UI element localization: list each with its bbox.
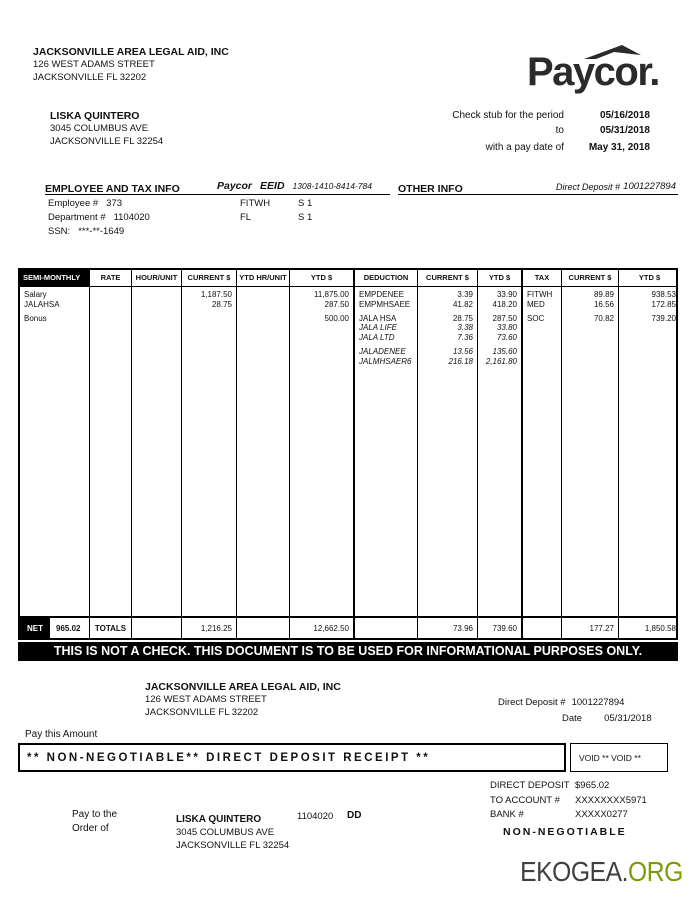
totals-deduction-name-cell	[355, 618, 418, 638]
employee-address2: JACKSONVILLE FL 32254	[50, 135, 164, 147]
deductions-current-cell: 28.75	[452, 313, 473, 323]
employee-number-label: Employee #	[48, 198, 99, 209]
totals-deductions-current: 73.96	[418, 618, 478, 638]
pay-date-label: with a pay date of	[485, 142, 564, 153]
taxes-name-column	[523, 287, 562, 616]
pay-table	[18, 268, 678, 640]
direct-deposit-amount: $965.02	[575, 780, 610, 791]
earnings-name-cell: JALAHSA	[24, 299, 60, 309]
bottom-dd-number: 1001227894	[571, 697, 625, 708]
pay-table-body	[20, 287, 676, 616]
ssn-label: SSN:	[48, 226, 71, 237]
period-end-date: 05/31/2018	[599, 125, 650, 136]
other-info-header	[398, 179, 678, 195]
deductions-ytd-column	[478, 287, 523, 616]
earnings-rate-cell	[90, 300, 131, 310]
taxes-name-cell: SOC	[527, 313, 545, 323]
earnings-hour_unit-cell	[132, 314, 181, 324]
col-header-deduction-ytd: YTD $	[478, 270, 523, 286]
earnings-current-cell	[182, 314, 232, 324]
earnings-name-cell: Salary	[24, 290, 47, 299]
deductions-name-cell: JALA LIFE	[359, 323, 397, 333]
department-number-value: 1104020	[113, 212, 150, 223]
paycor-logo-dot: .	[649, 50, 659, 94]
col-header-ytd: YTD $	[290, 270, 355, 286]
col-header-hour-unit: HOUR/UNIT	[132, 270, 182, 286]
earnings-current-cell: 1,187.50	[200, 290, 232, 299]
date-label: Date	[562, 713, 583, 724]
employee-info-rows	[48, 198, 150, 240]
taxes-ytd-cell: 172.85	[651, 299, 676, 309]
other-info-title: OTHER INFO	[398, 183, 463, 195]
paycor-logo-text: Paycor	[527, 50, 650, 94]
period-to-label: to	[555, 125, 564, 136]
bottom-date-row	[498, 713, 678, 729]
period-start-date: 05/16/2018	[599, 110, 650, 121]
employee-number-value: 373	[106, 198, 123, 209]
fitwh-code: FITWH	[240, 198, 271, 209]
ekogea-name: EKOGEA.	[520, 856, 629, 887]
direct-deposit-number: 1001227894	[623, 181, 676, 192]
earnings-rate-cell	[90, 314, 131, 324]
date-value: 05/31/2018	[604, 713, 652, 724]
bottom-dd-label: Direct Deposit #	[498, 697, 566, 708]
earnings-ytd_hr_unit-cell	[237, 300, 285, 310]
earnings-rate-cell	[90, 290, 131, 300]
totals-tax-name-cell	[523, 618, 562, 638]
employee-name: LISKA QUINTERO	[50, 110, 140, 122]
pay-this-amount-label: Pay this Amount	[25, 729, 98, 740]
employer-address2: JACKSONVILLE FL 32202	[33, 71, 147, 83]
pay-table-header	[20, 270, 676, 287]
payee-address1: 3045 COLUMBUS AVE	[176, 827, 275, 838]
earnings-name-column	[20, 287, 90, 616]
deductions-ytd-cell: 418.20	[492, 299, 517, 309]
deductions-ytd-cell: 135.60	[492, 346, 517, 356]
earnings-ytd-column	[290, 287, 355, 616]
non-negotiable-receipt-text: ** NON-NEGOTIABLE** DIRECT DEPOSIT RECEIPT **	[27, 751, 431, 764]
eeid-label: EEID	[260, 180, 285, 192]
taxes-ytd-cell: 739.20	[651, 313, 676, 323]
ssn-row	[48, 226, 150, 240]
to-account-row	[490, 795, 647, 810]
earnings-ytd-cell: 500.00	[324, 313, 349, 323]
employer-block	[33, 46, 229, 84]
ekogea-tld: ORG	[628, 856, 683, 887]
employee-tax-info-header	[45, 179, 390, 195]
earnings-name-cell: Bonus	[24, 313, 47, 323]
dept-code: 1104020	[297, 811, 334, 822]
col-header-deduction: DEDUCTION	[355, 270, 418, 286]
payee-name: LISKA QUINTERO	[176, 814, 262, 825]
to-account-value: XXXXXXXX5971	[575, 794, 647, 806]
taxes-current-cell: 70.82	[593, 313, 614, 323]
ekogea-logo	[520, 856, 683, 888]
payee-block	[176, 813, 289, 852]
bottom-dd-row	[498, 697, 678, 713]
totals-taxes-ytd: 1,850.58	[644, 623, 676, 633]
deductions-name-cell: EMPMHSAEE	[359, 299, 411, 309]
earnings-hour_unit-cell	[132, 300, 181, 310]
pay-to-line2: Order of	[72, 822, 109, 834]
taxes-name-cell: FITWH	[527, 290, 553, 299]
pay-table-totals-row	[20, 616, 676, 638]
earnings-current-cell: 28.75	[211, 299, 232, 309]
bank-row	[490, 809, 647, 824]
earnings-current-column	[182, 287, 237, 616]
earnings-ytd_hr_unit-cell	[237, 290, 285, 300]
not-a-check-banner: THIS IS NOT A CHECK. THIS DOCUMENT IS TO BE USED FOR INFORMATIONAL PURPOSES ONLY.	[18, 642, 678, 661]
paycor-eeid	[217, 180, 372, 192]
col-header-tax: TAX	[523, 270, 562, 286]
totals-label: TOTALS	[90, 618, 132, 638]
bottom-dd-block	[498, 697, 678, 729]
fitwh-status: S 1	[298, 198, 313, 209]
net-cell	[20, 618, 90, 638]
deductions-name-column	[355, 287, 418, 616]
deductions-name-cell: EMPDENEE	[359, 290, 404, 299]
void-text: VOID ** VOID **	[579, 752, 641, 763]
employer-name: JACKSONVILLE AREA LEGAL AID, INC	[33, 46, 229, 58]
direct-deposit-amount-row	[490, 780, 647, 795]
totals-hour-unit-cell	[132, 618, 182, 638]
deductions-current-cell: 13.56	[452, 346, 473, 356]
deductions-ytd-cell: 2,161.80	[485, 356, 517, 366]
taxes-current-cell: 16.56	[593, 299, 614, 309]
employee-tax-info-title: EMPLOYEE AND TAX INFO	[45, 183, 180, 195]
earnings-ytd-cell: 287.50	[324, 299, 349, 309]
totals-deductions-ytd: 739.60	[478, 618, 523, 638]
paycor-arrow-icon	[584, 44, 642, 61]
earnings-ytd-cell: 11,875.00	[314, 290, 349, 299]
eeid-value: 1308-1410-8414-784	[292, 181, 372, 191]
deductions-current-column	[418, 287, 478, 616]
period-end-row	[404, 125, 650, 136]
taxes-current-cell: 89.89	[593, 290, 614, 299]
deductions-current-cell: 3.38	[457, 323, 473, 333]
earnings-hour_unit-cell	[132, 290, 181, 300]
deductions-current-cell: 41.82	[452, 299, 473, 309]
taxes-current-column	[562, 287, 619, 616]
col-header-current: CURRENT $	[182, 270, 237, 286]
taxes-name-cell: MED	[527, 299, 545, 309]
deductions-name-cell: JALA LTD	[359, 333, 395, 343]
net-label: NET	[20, 618, 50, 638]
bottom-employer-name: JACKSONVILLE AREA LEGAL AID, INC	[145, 681, 341, 693]
fl-status: S 1	[298, 212, 313, 223]
ssn-value: ***-**-1649	[78, 226, 125, 237]
direct-deposit-label: Direct Deposit #	[555, 182, 620, 192]
bank-label: BANK #	[490, 809, 524, 820]
taxes-ytd-cell: 938.53	[651, 290, 676, 299]
employer-address1: 126 WEST ADAMS STREET	[33, 59, 155, 70]
direct-deposit-row-label: DIRECT DEPOSIT	[490, 780, 570, 791]
dd-flag: DD	[347, 810, 362, 821]
earnings-ytd_hr_unit-cell	[237, 314, 285, 324]
deductions-name-cell: JALADENEE	[359, 346, 406, 356]
employee-address1: 3045 COLUMBUS AVE	[50, 123, 149, 134]
col-header-rate: RATE	[90, 270, 132, 286]
direct-deposit-detail	[490, 780, 647, 824]
col-header-ytd-hr-unit: YTD HR/UNIT	[237, 270, 290, 286]
deductions-name-cell: JALA HSA	[359, 313, 397, 323]
to-account-label: TO ACCOUNT #	[490, 794, 560, 806]
bank-value: XXXXX0277	[575, 809, 628, 820]
deductions-current-cell: 7.36	[457, 333, 473, 343]
col-header-tax-ytd: YTD $	[638, 273, 661, 282]
pay-to-block	[72, 808, 117, 835]
taxes-ytd-column	[619, 287, 680, 616]
period-label: Check stub for the period	[452, 110, 564, 121]
pay-date-row	[404, 142, 650, 153]
eeid-brand: Paycor	[217, 180, 253, 192]
deductions-name-cell: JALMHSAER6	[359, 356, 412, 366]
deductions-ytd-cell: 73.60	[496, 333, 517, 343]
period-start-row	[404, 110, 650, 121]
fl-row	[240, 212, 312, 226]
totals-ytd-hr-unit-cell	[237, 618, 290, 638]
bottom-employer-block	[145, 681, 341, 719]
col-header-semi-monthly: SEMI-MONTHLY	[20, 270, 90, 286]
deductions-current-cell: 3.39	[457, 290, 473, 299]
deductions-ytd-cell: 33.90	[496, 290, 517, 299]
earnings-ytd-hr-unit-column	[237, 287, 290, 616]
deductions-ytd-cell: 287.50	[492, 313, 517, 323]
department-number-label: Department #	[48, 212, 106, 223]
department-number-row	[48, 212, 150, 226]
col-header-deduction-current: CURRENT $	[418, 270, 478, 286]
employee-number-row	[48, 198, 150, 212]
fitwh-row	[240, 198, 312, 212]
employee-address-block	[50, 110, 163, 148]
deductions-current-cell: 216.18	[448, 356, 473, 366]
deductions-ytd-cell: 33.80	[496, 323, 517, 333]
void-box	[570, 743, 668, 772]
earnings-rate-column	[90, 287, 132, 616]
totals-earnings-current: 1,216.25	[182, 618, 237, 638]
payee-address2: JACKSONVILLE FL 32254	[176, 839, 290, 851]
non-negotiable-receipt-box	[18, 743, 566, 772]
totals-earnings-ytd: 12,662.50	[290, 618, 355, 638]
tax-filing-rows	[240, 198, 312, 226]
pay-to-line1: Pay to the	[72, 809, 118, 820]
bottom-employer-address2: JACKSONVILLE FL 32202	[145, 706, 259, 718]
bottom-employer-address1: 126 WEST ADAMS STREET	[145, 694, 267, 705]
non-negotiable-stamp: NON-NEGOTIABLE	[503, 826, 627, 838]
fl-code: FL	[240, 212, 252, 223]
net-amount: 965.02	[56, 623, 81, 633]
earnings-hour-unit-column	[132, 287, 182, 616]
col-header-tax-current: CURRENT $	[562, 270, 619, 286]
pay-date-value: May 31, 2018	[588, 142, 650, 153]
totals-taxes-current: 177.27	[562, 618, 619, 638]
